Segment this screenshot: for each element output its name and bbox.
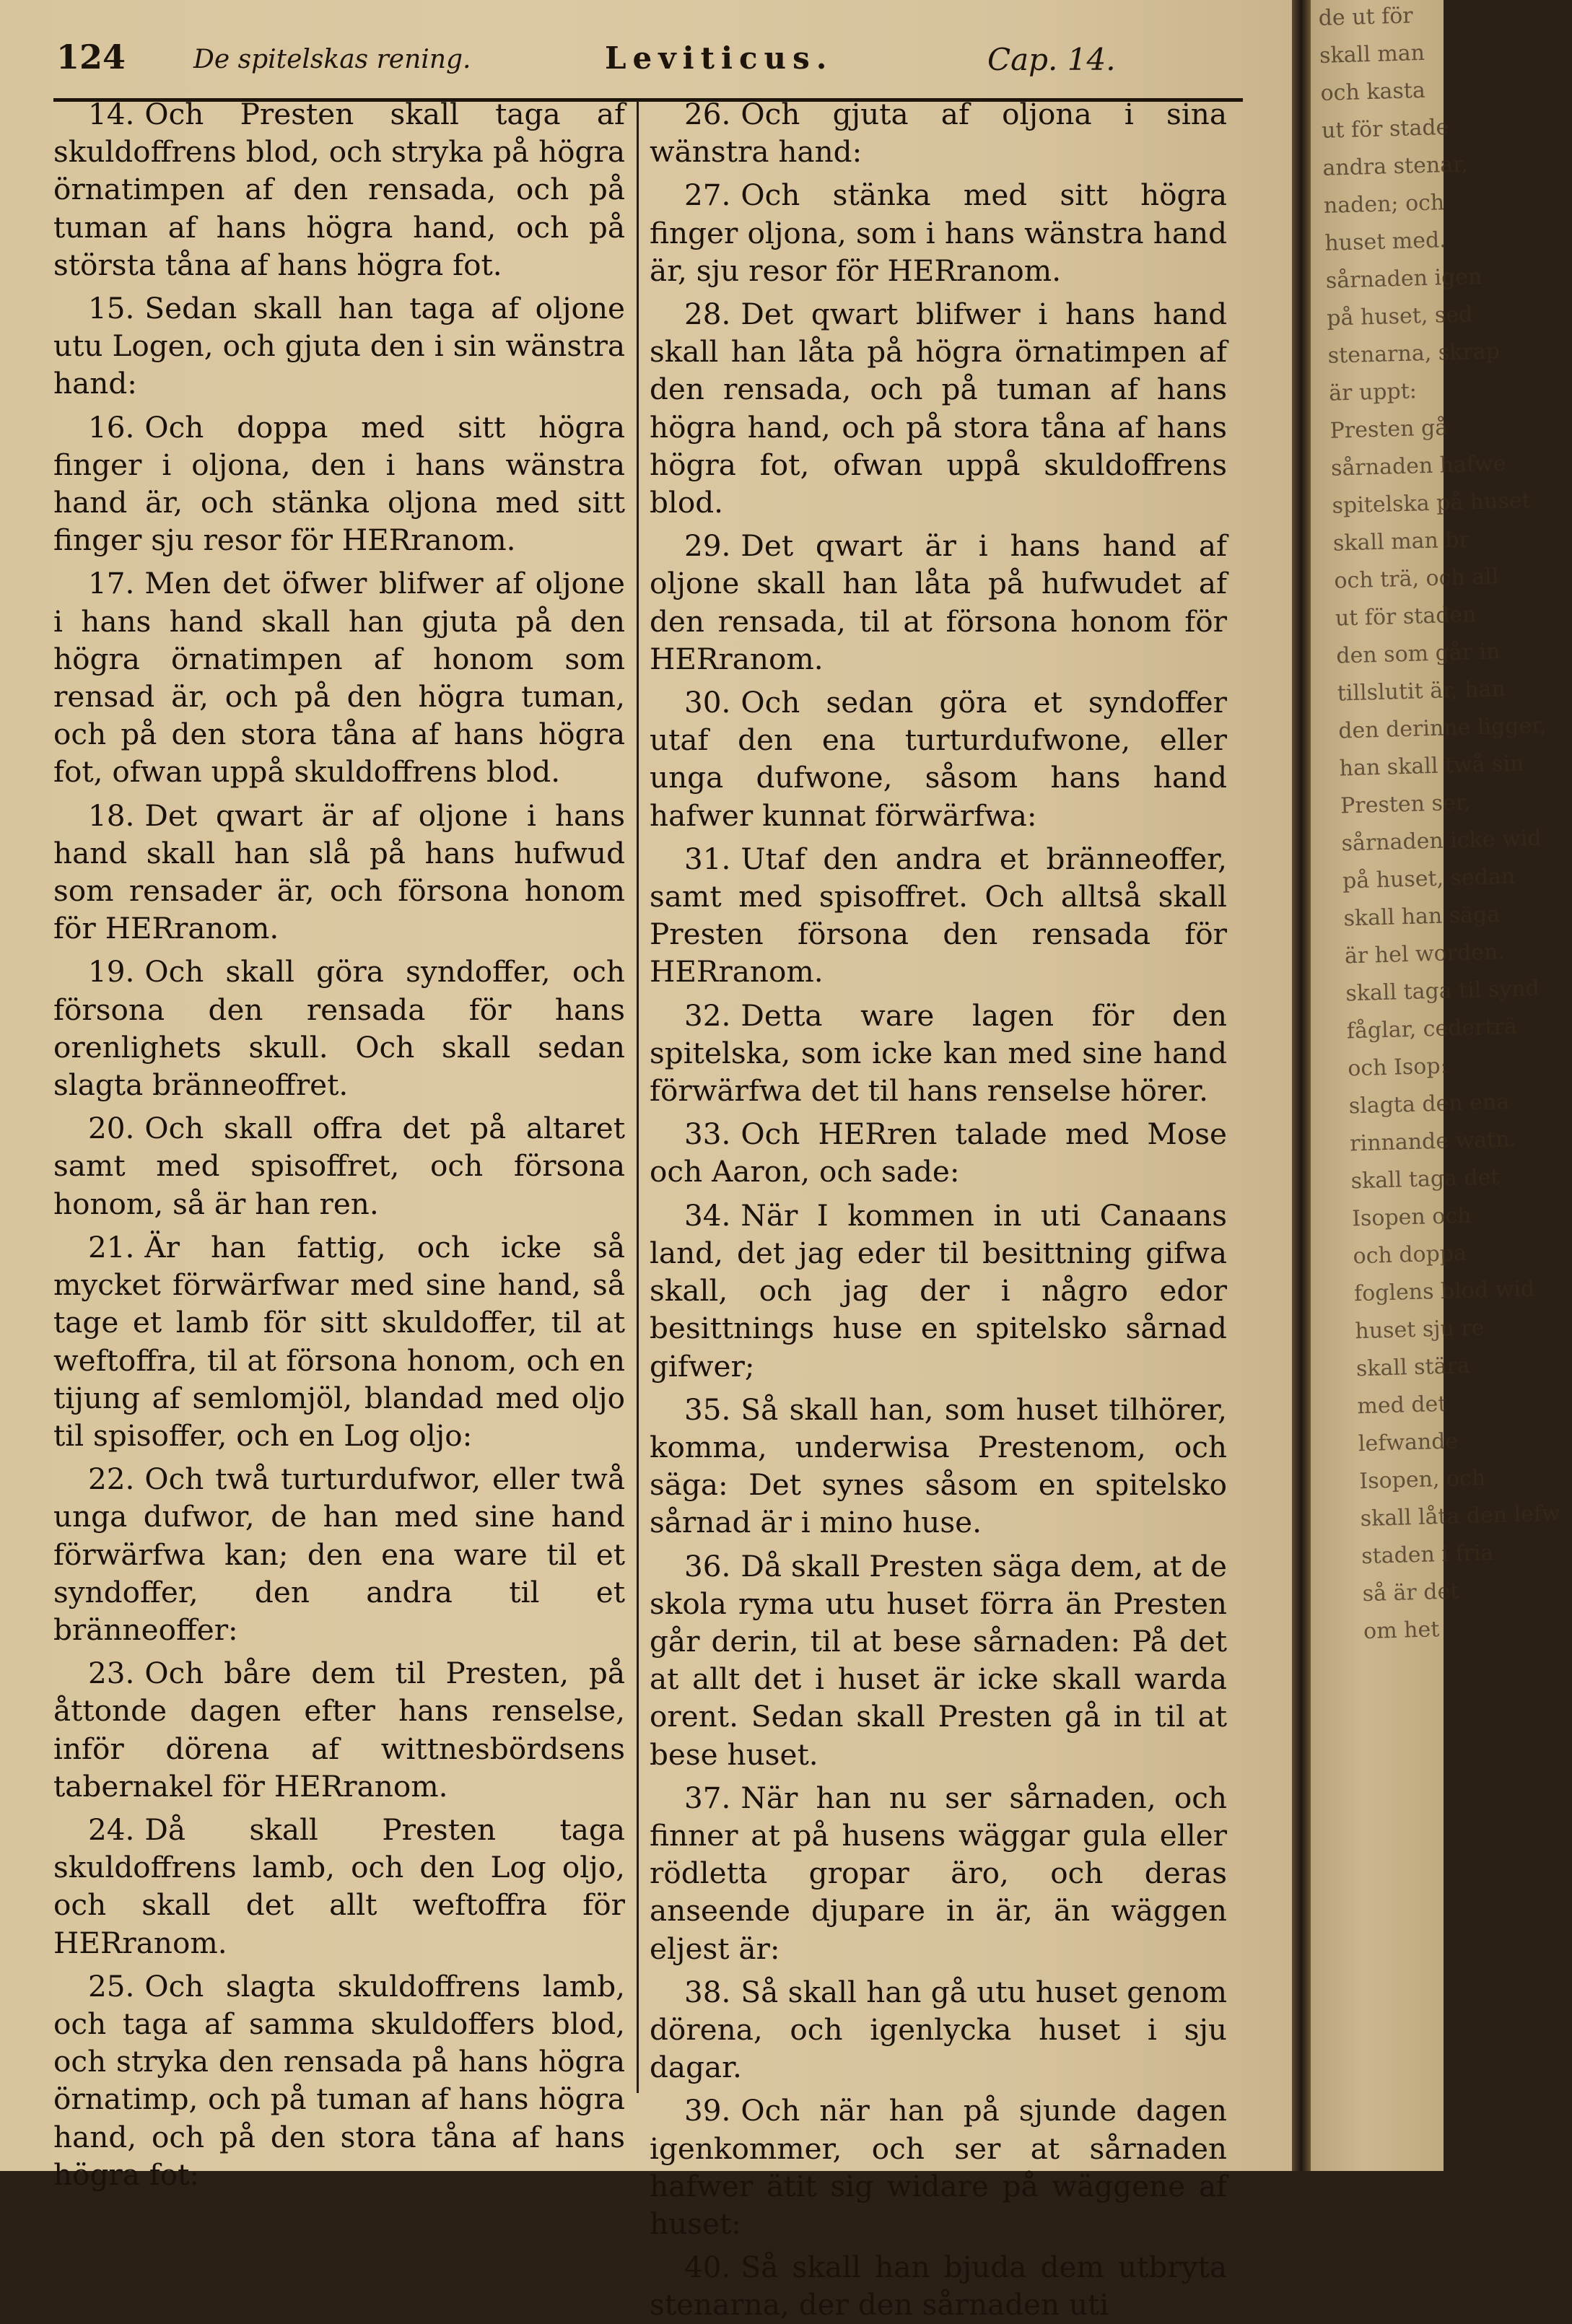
verse (53, 1811, 625, 1962)
verse (650, 95, 1227, 170)
book-gutter (1292, 0, 1311, 2171)
facing-page-line: han skall twå sin (1339, 751, 1524, 782)
verse (53, 797, 625, 948)
facing-page-line: tillslutit är, han (1337, 676, 1506, 707)
verse-number: 24. (88, 1812, 135, 1847)
verse-number: 32. (684, 997, 731, 1033)
verse-text: Och gjuta af oljona i sina wänstra hand: (650, 97, 1227, 170)
facing-page-line: skall stära (1355, 1353, 1471, 1382)
verse-number: 27. (684, 178, 731, 213)
facing-page-line: Isopen, och (1358, 1465, 1486, 1495)
facing-page-line: Presten gå (1329, 415, 1449, 444)
verse-number: 30. (684, 685, 731, 720)
facing-page-line: fåglar, cederträ (1346, 1013, 1518, 1044)
verse (650, 1391, 1227, 1542)
verse-number: 34. (684, 1197, 731, 1233)
verse (53, 1967, 625, 2193)
facing-page-line: skall låta den lefw (1360, 1500, 1561, 1532)
verse-text: Då skall Presten taga skuldoffrens lamb, och den Log oljo, och skall det allt weftoffra för HERranom. (53, 1812, 625, 1960)
verse-number: 39. (684, 2093, 731, 2128)
facing-page-line: och trä, och all (1334, 564, 1499, 594)
verse-number: 36. (684, 1548, 731, 1583)
facing-page-line: Presten ser, (1340, 790, 1471, 819)
facing-page-line: den derinne ligger, (1337, 712, 1547, 744)
verse-number: 17. (88, 566, 135, 601)
verse-text: Detta ware lagen för den spitelska, som icke kan med sine hand förwärfwa det til hans renselse hörer. (650, 997, 1227, 1109)
facing-page-line: skall taga til synd (1345, 975, 1540, 1007)
verse (650, 2248, 1227, 2323)
verse-text: Det qwart blifwer i hans hand skall han låta på högra örnatimpen af den rensada, och på tuman af hans högra hand, och på stora tåna af hans högra fot, ofwan uppå skuldoffrens blod. (650, 297, 1227, 520)
verse (650, 2092, 1227, 2242)
verse (53, 289, 625, 403)
facing-page-line: naden; och (1323, 190, 1445, 219)
verse-number: 26. (684, 97, 731, 131)
facing-page-line: lefwande (1358, 1428, 1459, 1457)
facing-page-line: på huset, sedan (1342, 863, 1516, 894)
verse-text: Är han fattig, och icke så mycket förwärfwar med sine hand, så tage et lamb för sitt skuldoffer, til at weftoffra, til at försona honom, och en tijung af semlomjöl, blandad med oljo til spisoffer, och en Log oljo: (53, 1229, 625, 1453)
facing-page-line: spitelska på huset (1332, 488, 1532, 519)
book-title: Leviticus. (605, 40, 834, 76)
verse-text: Och twå turturdufwor, eller twå unga dufwor, de han med sine hand förwärfwa kan; den ena ware til et syndoffer, den andra til et bränneoffer: (53, 1462, 625, 1647)
verse (53, 953, 625, 1104)
facing-page-line: är hel worden. (1344, 939, 1506, 969)
facing-page-line: om het (1363, 1617, 1440, 1645)
facing-page-line: är uppt: (1328, 378, 1418, 406)
facing-page-line: och Isop: (1347, 1053, 1449, 1082)
verse-number: 28. (684, 297, 731, 332)
verse (53, 1109, 625, 1223)
verse-text: Och skall göra syndoffer, och försona den rensada för hans orenlighets skull. Och skall sedan slagta bränneoffret. (53, 954, 625, 1103)
verse (650, 1973, 1227, 2087)
facing-page-line: och kasta (1320, 77, 1426, 106)
facing-page-line: de ut för (1318, 3, 1414, 31)
verse-text: Och Presten skall taga af skuldoffrens blod, och stryka på högra örnatimpen af den rensada, och på tuman af hans högra hand, och på största tåna af hans högra fot. (53, 97, 625, 282)
facing-page-line: sårnaden igen (1325, 263, 1483, 294)
verse-number: 37. (684, 1780, 731, 1815)
verse (53, 95, 625, 284)
verse-text: Och sedan göra et syndoffer utaf den ena turturdufwone, eller unga dufwone, såsom hans hand hafwer kunnat förwärfwa: (650, 685, 1227, 833)
verse (650, 997, 1227, 1110)
facing-page-line: andra stenar, (1322, 152, 1469, 181)
facing-page-line: sårnaden icke wid (1341, 825, 1542, 857)
verse (650, 1115, 1227, 1190)
verse (650, 1197, 1227, 1385)
running-title: De spitelskas rening. (193, 45, 471, 74)
facing-page-line: med det (1356, 1391, 1447, 1420)
verse-text: Men det öfwer blifwer af oljone i hans hand skall han gjuta på den högra örnatimpen af honom som rensad är, och på den högra tuman, och på den stora tåna af hans högra fot, ofwan uppå skuldoffrens blod. (53, 566, 625, 790)
verse (53, 564, 625, 790)
verse-number: 38. (684, 1974, 731, 2009)
verse (650, 527, 1227, 678)
verse-text: Det qwart är i hans hand af oljone skall han låta på hufwudet af den rensada, til at försona honom för HERranom. (650, 528, 1227, 676)
facing-page-line: skall taga det (1350, 1164, 1500, 1194)
verse-text: Sedan skall han taga af oljone utu Logen, och gjuta den i sin wänstra hand: (53, 291, 625, 401)
verse-number: 19. (88, 954, 135, 990)
facing-page-line: ut för stade (1321, 115, 1449, 144)
verse-text: Så skall han, som huset tilhörer, komma, underwisa Prestenom, och säga: Det synes såsom en spitelsko sårnad är i mino huse. (650, 1392, 1227, 1540)
verse-text: Och doppa med sitt högra finger i oljona, den i hans wänstra hand är, och stänka oljona med sitt finger sju resor för HERranom. (53, 409, 625, 558)
page-header (56, 38, 1240, 88)
left-column (53, 95, 625, 2192)
facing-page-line: på huset, sed (1326, 302, 1473, 331)
right-column (650, 95, 1227, 2323)
facing-page-line: och doppa (1353, 1240, 1467, 1270)
verse-number: 33. (684, 1117, 731, 1152)
facing-page-line: huset med. (1324, 227, 1447, 256)
verse (650, 1547, 1227, 1773)
facing-page-line: så är det (1362, 1578, 1459, 1607)
facing-page-line: skall han säga (1343, 901, 1501, 932)
verse (650, 1779, 1227, 1967)
verse (650, 176, 1227, 289)
facing-page-line: slagta den ena (1348, 1089, 1510, 1119)
facing-page-line: stenarna, skrap (1327, 338, 1501, 369)
facing-page-line: staden i fria (1361, 1540, 1494, 1570)
verse (53, 1460, 625, 1648)
verse (53, 1654, 625, 1805)
facing-page-line: skall man br (1332, 527, 1470, 556)
verse-number: 18. (88, 798, 135, 833)
facing-page-line: sårnaden hafwe (1330, 450, 1506, 481)
facing-page-line: huset sju re (1355, 1315, 1485, 1345)
verse-number: 31. (684, 841, 731, 876)
facing-page-line: den som går in (1335, 639, 1501, 669)
verse (650, 295, 1227, 521)
verse-number: 16. (88, 409, 135, 445)
facing-page-line: ut för staden (1335, 602, 1477, 632)
verse-text: Och båre dem til Presten, på åttonde dagen efter hans renselse, inför dörena af wittnesbördsens tabernakel för HERranom. (53, 1656, 625, 1804)
verse-number: 40. (684, 2250, 731, 2285)
verse-text: Så skall han gå utu huset genom dörena, och igenlycka huset i sju dagar. (650, 1974, 1227, 2085)
verse (53, 1228, 625, 1454)
verse-number: 35. (684, 1392, 731, 1427)
verse-number: 23. (88, 1656, 135, 1691)
verse-number: 29. (684, 528, 731, 564)
facing-page-line: skall man (1319, 40, 1425, 69)
verse-text: Och skall offra det på altaret samt med spisoffret, och försona honom, så är han ren. (53, 1111, 625, 1221)
verse-text: Och stänka med sitt högra finger oljona, som i hans wänstra hand är, sju resor för HERranom. (650, 178, 1227, 288)
verse-text: När han nu ser sårnaden, och finner at på husens wäggar gula eller rödletta gropar äro, och deras anseende djupare in är, än wäggen eljest är: (650, 1780, 1227, 1966)
chapter-label: Cap. 14. (987, 42, 1116, 77)
verse-text: Så skall han bjuda dem utbryta stenarna, der den sårnaden uti (650, 2250, 1227, 2323)
verse-number: 25. (88, 1968, 135, 2004)
facing-page-line: foglens blod wid (1353, 1276, 1535, 1307)
verse-number: 22. (88, 1462, 135, 1497)
column-divider (637, 101, 639, 2093)
verse-text: Och slagta skuldoffrens lamb, och taga af samma skuldoffers blod, och stryka den rensada på hans högra örnatimp, och på tuman af hans högra hand, och på den stora tåna af hans högra fot: (53, 1968, 625, 2192)
verse-text: Då skall Presten säga dem, at de skola ryma utu huset förra än Presten går derin, til at bese sårnaden: På det at allt det i huset är icke skall warda orent. Sedan skall Presten gå in til at bese huset. (650, 1548, 1227, 1772)
facing-page-line: Isopen och (1351, 1202, 1472, 1232)
verse (650, 683, 1227, 834)
facing-page-line: rinnande watn. (1349, 1126, 1517, 1157)
facing-page-edge (1311, 0, 1561, 2171)
verse-text: Utaf den andra et bränneoffer, samt med spisoffret. Och alltså skall Presten försona den rensada för HERranom. (650, 841, 1227, 990)
verse-text: Och HERren talade med Mose och Aaron, och sade: (650, 1117, 1227, 1189)
verse-number: 21. (88, 1229, 135, 1264)
verse-text: När I kommen in uti Canaans land, det jag eder til besittning gifwa skall, och jag der i någro edor besittnings huse en spitelsko sårnad gifwer; (650, 1197, 1227, 1384)
facing-page-text (1318, 0, 1561, 1651)
verse-text: Det qwart är af oljone i hans hand skall han slå på hans hufwud som rensader är, och försona honom för HERranom. (53, 798, 625, 946)
verse (53, 409, 625, 559)
verse (650, 840, 1227, 991)
verse-number: 20. (88, 1111, 135, 1146)
verse-number: 15. (88, 291, 135, 326)
verse-number: 14. (88, 97, 135, 131)
page-number: 124 (56, 38, 126, 77)
verse-text: Och när han på sjunde dagen igenkommer, och ser at sårnaden hafwer ätit sig widare på wäggene af huset: (650, 2093, 1227, 2241)
